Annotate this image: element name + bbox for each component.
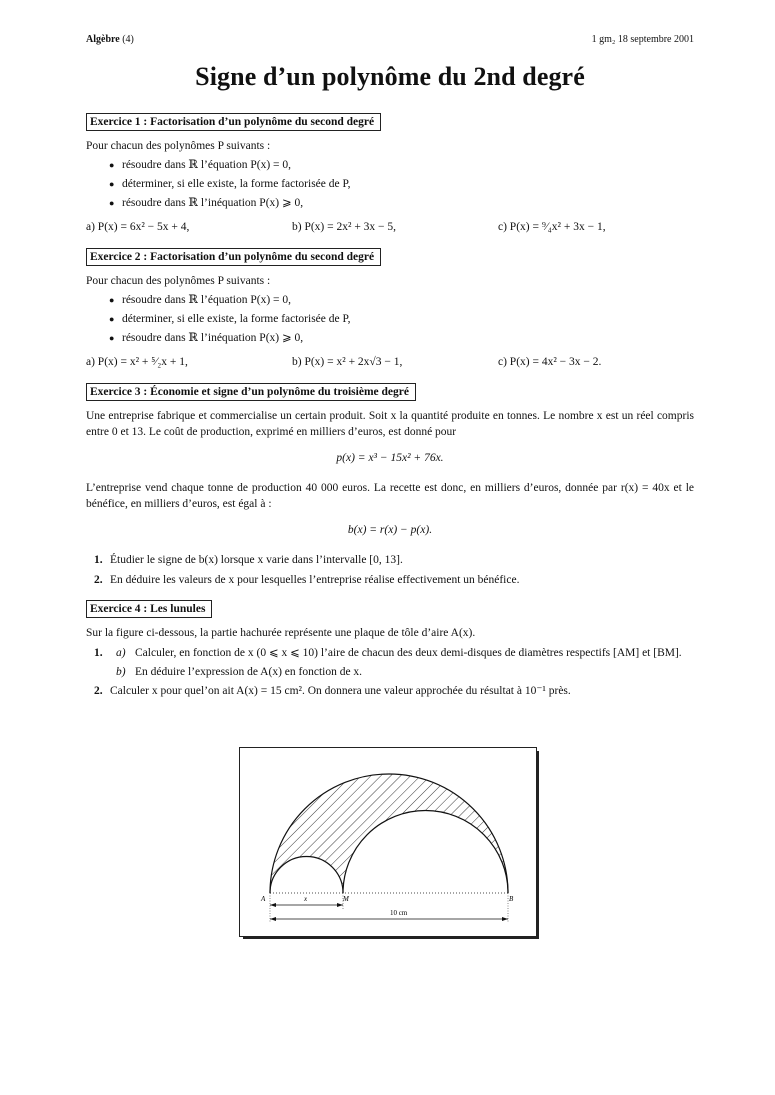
- exercise-4-title: Exercice 4 : Les lunules: [86, 600, 212, 618]
- exercise-1-title: Exercice 1 : Factorisation d’un polynôme du second degré: [86, 113, 381, 131]
- list-item: 2. Calculer x pour quel’on ait A(x) = 15 cm². On donnera une valeur approchée du résultat à 10⁻¹ près.: [94, 685, 571, 697]
- list-item: 1. Étudier le signe de b(x) lorsque x varie dans l’intervalle [0, 13].: [94, 554, 403, 566]
- arrow-head: [270, 917, 276, 921]
- figure-frame: [239, 747, 537, 937]
- exercise-1-parts: [86, 221, 694, 233]
- part-b: b) P(x) = 2x² + 3x − 5,: [292, 221, 397, 233]
- page-header: [86, 34, 694, 48]
- exercise-2-parts: [86, 356, 694, 368]
- label-length: 10 cm: [390, 909, 408, 917]
- exercise-1-intro: Pour chacun des polynômes P suivants :: [86, 140, 271, 152]
- exercise-3-title: Exercice 3 : Économie et signe d’un polynôme du troisième degré: [86, 383, 416, 401]
- header-left: Algèbre (4): [86, 34, 134, 45]
- arrow-head: [337, 903, 343, 907]
- question-1b: b) En déduire l’expression de A(x) en fonction de x.: [116, 666, 363, 678]
- label-a: A: [261, 895, 266, 903]
- question-1a: a) Calculer, en fonction de x (0 ⩽ x ⩽ 10) l’aire de chacun des deux demi-disques de diamètres respectifs [AM] et [BM].: [116, 647, 682, 659]
- exercise-4-questions: [86, 645, 694, 700]
- part-a: a) P(x) = 6x² − 5x + 4,: [86, 221, 190, 233]
- list-item: ● résoudre dans ℝ l’équation P(x) = 0,: [109, 159, 292, 171]
- document-page: [86, 34, 694, 708]
- exercise-4: [86, 599, 694, 700]
- list-item: ● résoudre dans ℝ l’inéquation P(x) ⩾ 0,: [109, 332, 304, 344]
- profit-equation: b(x) = r(x) − p(x).: [347, 524, 433, 536]
- arrow-head: [270, 903, 276, 907]
- part-b: b) P(x) = x² + 2x√3 − 1,: [292, 356, 403, 368]
- header-right: 1 gm₂ 18 septembre 2001: [591, 34, 694, 45]
- label-x: x: [304, 895, 308, 903]
- exercise-3-paragraph-1: Une entreprise fabrique et commercialise un certain produit. Soit x la quantité produite en tonnes. Le nombre x est un réel compris entre 0 et 13. Le coût de production, exprimé en milliers d’euros, est donné pour: [86, 410, 694, 438]
- exercise-2-bullets: [86, 291, 694, 348]
- exercise-2-intro: Pour chacun des polynômes P suivants :: [86, 275, 271, 287]
- lunules-figure: [239, 747, 539, 939]
- exercise-1-bullets: [86, 156, 694, 213]
- exercise-1: [86, 112, 694, 233]
- lunules-diagram: [240, 748, 536, 936]
- label-m: M: [343, 895, 349, 903]
- list-item: ● déterminer, si elle existe, la forme factorisée de P,: [109, 313, 351, 325]
- exercise-3-questions: [86, 552, 694, 589]
- list-item: 2. En déduire les valeurs de x pour lesquelles l’entreprise réalise effectivement un bénéfice.: [94, 574, 520, 586]
- exercise-3-paragraph-2: L’entreprise vend chaque tonne de production 40 000 euros. La recette est donc, en milliers d’euros, donnée par r(x) = 40x et le bénéfice, en milliers d’euros, est égal à :: [86, 482, 694, 510]
- exercise-4-intro: Sur la figure ci-dessous, la partie hachurée représente une plaque de tôle d’aire A(x).: [86, 627, 476, 639]
- part-a: a) P(x) = x² + ⁵⁄₂x + 1,: [86, 356, 188, 368]
- part-c: c) P(x) = 4x² − 3x − 2.: [498, 356, 602, 368]
- list-item: ● résoudre dans ℝ l’inéquation P(x) ⩾ 0,: [109, 197, 304, 209]
- cost-equation: p(x) = x³ − 15x² + 76x.: [336, 452, 444, 464]
- part-c: c) P(x) = ⁹⁄₄x² + 3x − 1,: [498, 221, 606, 233]
- list-item: 1. a) Calculer, en fonction de x (0 ⩽ x ⩽ 10) l’aire de chacun des deux demi-disques de diamètres respectifs [AM] et [BM]. b) En déduire l’expression de A(x) en fonction de x.: [86, 645, 694, 680]
- arrow-head: [502, 917, 508, 921]
- hatched-area: [270, 774, 508, 893]
- exercise-2: [86, 247, 694, 368]
- label-b: B: [509, 895, 514, 903]
- exercise-2-title: Exercice 2 : Factorisation d’un polynôme du second degré: [86, 248, 381, 266]
- page-title: Signe d’un polynôme du 2nd degré: [195, 62, 585, 91]
- exercise-3: [86, 382, 694, 589]
- list-item: ● résoudre dans ℝ l’équation P(x) = 0,: [109, 294, 292, 306]
- list-item: ● déterminer, si elle existe, la forme factorisée de P,: [109, 178, 351, 190]
